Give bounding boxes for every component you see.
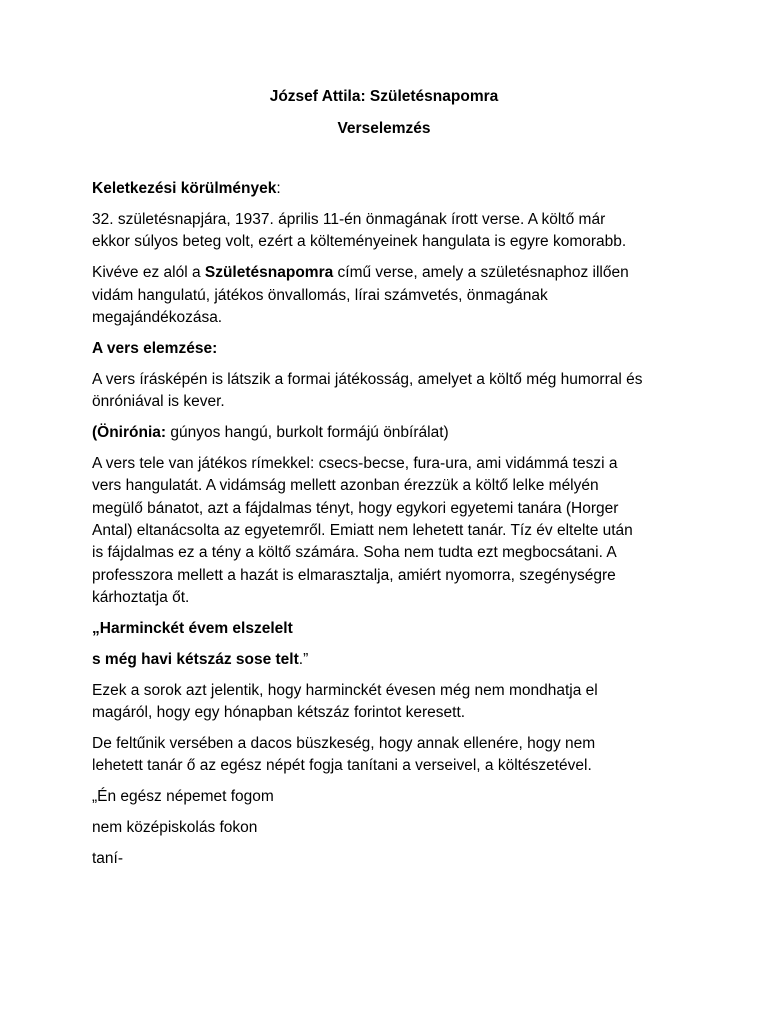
poem-title-bold: Születésnapomra	[204, 264, 334, 282]
paragraph	[92, 209, 692, 254]
paragraph-line: vidám hangulatú, játékos önvallomás, lírai számvetés, önmagának	[92, 286, 548, 304]
quote-close: .”	[298, 650, 309, 668]
quote-line: „Én egész népemet fogom	[92, 788, 274, 806]
paragraph-line: professzora mellett a hazát is elmarasztalja, amiért nyomorra, szegénységre	[92, 566, 616, 584]
definition-term: (Önirónia:	[92, 424, 167, 442]
paragraph-line: magáról, hogy egy hónapban kétszáz forintot keresett.	[92, 704, 466, 722]
paragraph-line: megajándékozása.	[92, 308, 223, 326]
paragraph-line: önróniával is kever.	[92, 393, 225, 411]
paragraph	[92, 733, 692, 778]
definition-paragraph	[92, 422, 692, 444]
document-body	[92, 178, 692, 879]
paragraph-line: A vers írásképén is látszik a formai játékosság, amelyet a költő még humorral és	[92, 370, 643, 388]
paragraph-line: is fájdalmas ez a tény a költő számára. Soha nem tudta ezt megbocsátani. A	[92, 544, 617, 562]
quote-line: „Harminckét évem elszelelt	[92, 619, 293, 637]
paragraph-line: A vers tele van játékos rímekkel: csecs-becse, fura-ura, ami vidámmá teszi a	[92, 455, 618, 473]
paragraph-line: lehetett tanár ő az egész népét fogja tanítani a verseivel, a költészetével.	[92, 757, 592, 775]
paragraph-line: Ezek a sorok azt jelentik, hogy harminckét évesen még nem mondhatja el	[92, 681, 598, 699]
section-heading-text: Keletkezési körülmények	[92, 180, 277, 197]
document-title: József Attila: Születésnapomra	[269, 88, 499, 105]
paragraph	[92, 453, 692, 609]
paragraph-line: ekkor súlyos beteg volt, ezért a költeményeinek hangulata is egyre komorabb.	[92, 233, 627, 251]
quote-text-bold: s még havi kétszáz sose telt	[92, 650, 299, 668]
paragraph-line: 32. születésnapjára, 1937. április 11-én önmagának írott verse. A költő már	[92, 210, 606, 228]
paragraph-line: kárhoztatja őt.	[92, 588, 190, 606]
document-subtitle: Verselemzés	[337, 120, 431, 137]
section-heading-elemzes: A vers elemzése:	[92, 339, 218, 357]
section-heading-keletkezes	[92, 178, 692, 200]
paragraph-line: vers hangulatát. A vidámság mellett azonban érezzük a költő lelke mélyén	[92, 477, 599, 495]
section-heading-colon: :	[276, 180, 281, 197]
paragraph	[92, 369, 692, 414]
text-run: című verse, amely a születésnaphoz illően	[333, 264, 629, 282]
paragraph-line: De feltűnik versében a dacos büszkeség, hogy annak ellenére, hogy nem	[92, 735, 596, 753]
paragraph	[92, 262, 692, 329]
quote-line: taní-	[92, 850, 124, 868]
paragraph-line: Antal) eltanácsolta az egyetemről. Emiatt nem lehetett tanár. Tíz év eltelte után	[92, 521, 633, 539]
text-run: Kivéve ez alól a	[92, 264, 205, 282]
paragraph-line: megülő bánatot, azt a fájdalmas tényt, hogy egykori egyetemi tanára (Horger	[92, 499, 619, 517]
quote-line: nem középiskolás fokon	[92, 819, 258, 837]
paragraph-line	[92, 262, 692, 284]
quote-line	[92, 649, 692, 671]
definition-text: gúnyos hangú, burkolt formájú önbírálat)	[166, 424, 449, 442]
paragraph	[92, 680, 692, 725]
